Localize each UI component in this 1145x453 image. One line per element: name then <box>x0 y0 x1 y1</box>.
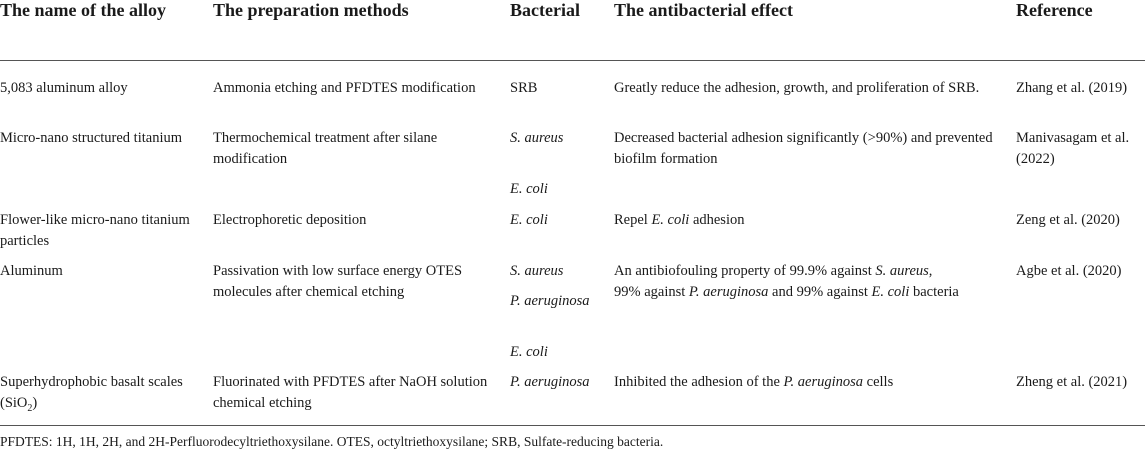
row5-name: Superhydrophobic basalt scales (SiO$_2$) <box>0 374 183 414</box>
row5-method: Fluorinated with PFDTES after NaOH solution chemical etching <box>213 374 488 411</box>
row1-method: Ammonia etching and PFDTES modification <box>213 80 476 96</box>
row3-reference: Zeng et al. (2020) <box>1016 212 1120 228</box>
row4-bacteria-3: E. coli <box>510 344 548 360</box>
row2-name: Micro-nano structured titanium <box>0 130 183 146</box>
table-header <box>0 0 1145 60</box>
header-reference: Reference <box>1016 0 1093 20</box>
row5-effect: Inhibited the adhesion of the P. aeruginosa cells <box>614 374 894 390</box>
header-effect: The antibacterial effect <box>614 0 793 20</box>
row2-effect: Decreased bacterial adhesion significantly (>90%) and prevented biofilm formation <box>614 130 993 167</box>
header-name: The name of the alloy <box>0 0 166 20</box>
header-rule <box>0 60 1145 61</box>
row3-name: Flower-like micro-nano titanium particles <box>0 212 190 249</box>
row5-reference: Zheng et al. (2021) <box>1016 374 1128 390</box>
row2-reference: Manivasagam et al. (2022) <box>1016 130 1130 167</box>
row3-bacteria: E. coli <box>510 212 548 228</box>
table-footnote: PFDTES: 1H, 1H, 2H, and 2H-Perfluorodecyltriethoxysilane. OTES, octyltriethoxysilane; SRB, Sulfate-reducing bacteria. <box>0 434 664 449</box>
row2-bacteria-1: S. aureus <box>510 130 564 146</box>
row1-bacteria: SRB <box>510 80 538 96</box>
row4-bacteria-1: S. aureus <box>510 263 564 279</box>
row3-method: Electrophoretic deposition <box>213 212 367 228</box>
row4-reference: Agbe et al. (2020) <box>1016 263 1122 279</box>
row1-effect: Greatly reduce the adhesion, growth, and proliferation of SRB. <box>614 80 980 96</box>
row4-method: Passivation with low surface energy OTES molecules after chemical etching <box>213 263 463 300</box>
row1-name: 5,083 aluminum alloy <box>0 80 128 96</box>
row5-bacteria: P. aeruginosa <box>510 374 590 390</box>
header-bacterial: Bacterial <box>510 0 580 20</box>
row1-reference: Zhang et al. (2019) <box>1016 80 1128 96</box>
bottom-rule <box>0 425 1145 426</box>
row2-method: Thermochemical treatment after silane modification <box>213 130 438 167</box>
row4-name: Aluminum <box>0 263 63 279</box>
header-methods: The preparation methods <box>213 0 409 20</box>
row3-effect: Repel E. coli adhesion <box>614 212 745 228</box>
row4-effect: An antibiofouling property of 99.9% against S. aureus, 99% against P. aeruginosa and 99% against E. coli bacteria <box>614 263 959 300</box>
row4-bacteria-2: P. aeruginosa <box>510 293 590 309</box>
row2-bacteria-2: E. coli <box>510 181 548 197</box>
